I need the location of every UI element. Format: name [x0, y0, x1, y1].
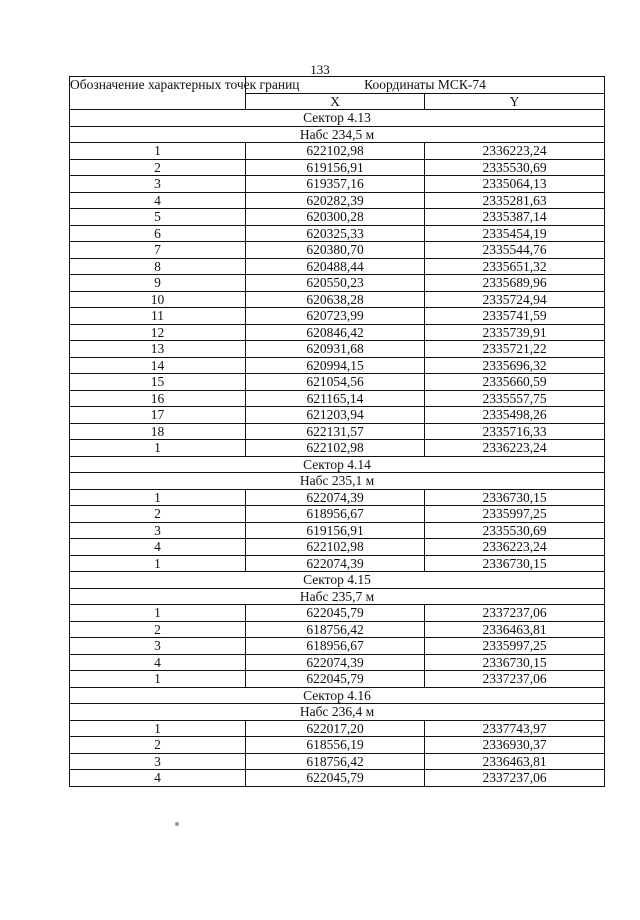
table-row — [70, 671, 605, 688]
y-coordinate-cell: 2335997,25 — [425, 506, 605, 523]
table-row — [70, 209, 605, 226]
y-coordinate-cell: 2335660,59 — [425, 374, 605, 391]
table-row — [70, 357, 605, 374]
coordinates-table — [69, 76, 605, 787]
sector-height-row — [70, 704, 605, 721]
point-cell: 1 — [70, 605, 246, 622]
table-row — [70, 753, 605, 770]
table-row — [70, 275, 605, 292]
x-coordinate-cell: 620994,15 — [246, 357, 425, 374]
y-coordinate-cell: 2335741,59 — [425, 308, 605, 325]
y-coordinate-cell: 2336930,37 — [425, 737, 605, 754]
y-coordinate-cell: 2335696,32 — [425, 357, 605, 374]
y-coordinate-cell: 2335530,69 — [425, 522, 605, 539]
y-coordinate-cell: 2336223,24 — [425, 143, 605, 160]
x-coordinate-cell: 620300,28 — [246, 209, 425, 226]
x-coordinate-cell: 622045,79 — [246, 605, 425, 622]
table-row — [70, 159, 605, 176]
coordinates-system-header: Координаты МСК-74 — [246, 77, 605, 94]
point-cell: 13 — [70, 341, 246, 358]
y-coordinate-cell: 2335387,14 — [425, 209, 605, 226]
y-coordinate-cell: 2336223,24 — [425, 539, 605, 556]
x-coordinate-cell: 622102,98 — [246, 539, 425, 556]
x-coordinate-cell: 620380,70 — [246, 242, 425, 259]
point-cell: 4 — [70, 654, 246, 671]
point-cell: 15 — [70, 374, 246, 391]
x-coordinate-cell: 620638,28 — [246, 291, 425, 308]
y-coordinate-cell: 2335997,25 — [425, 638, 605, 655]
x-coordinate-cell: 618956,67 — [246, 506, 425, 523]
point-cell: 8 — [70, 258, 246, 275]
x-coordinate-cell: 622074,39 — [246, 555, 425, 572]
x-coordinate-cell: 620723,99 — [246, 308, 425, 325]
x-coordinate-cell: 619156,91 — [246, 159, 425, 176]
x-coordinate-cell: 619357,16 — [246, 176, 425, 193]
x-coordinate-cell: 620931,68 — [246, 341, 425, 358]
y-coordinate-cell: 2337237,06 — [425, 605, 605, 622]
table-row — [70, 654, 605, 671]
sector-height: Набс 235,1 м — [70, 473, 605, 490]
x-coordinate-cell: 622102,98 — [246, 143, 425, 160]
point-cell: 1 — [70, 440, 246, 457]
table-row — [70, 638, 605, 655]
y-coordinate-cell: 2336463,81 — [425, 621, 605, 638]
table-row — [70, 489, 605, 506]
point-cell: 14 — [70, 357, 246, 374]
x-coordinate-cell: 618956,67 — [246, 638, 425, 655]
x-coordinate-cell: 622045,79 — [246, 671, 425, 688]
y-coordinate-cell: 2335557,75 — [425, 390, 605, 407]
sector-title: Сектор 4.14 — [70, 456, 605, 473]
table-row — [70, 341, 605, 358]
point-cell: 6 — [70, 225, 246, 242]
sector-title: Сектор 4.15 — [70, 572, 605, 589]
sector-title-row — [70, 456, 605, 473]
y-coordinate-cell: 2335716,33 — [425, 423, 605, 440]
table-row — [70, 440, 605, 457]
x-coordinate-cell: 622017,20 — [246, 720, 425, 737]
sector-title: Сектор 4.16 — [70, 687, 605, 704]
point-cell: 7 — [70, 242, 246, 259]
sector-height: Набс 236,4 м — [70, 704, 605, 721]
page-number: 133 — [310, 62, 330, 77]
y-coordinate-cell: 2335498,26 — [425, 407, 605, 424]
point-cell: 2 — [70, 621, 246, 638]
y-coordinate-cell: 2337237,06 — [425, 770, 605, 787]
y-column-header: Y — [425, 93, 605, 110]
x-coordinate-cell: 620550,23 — [246, 275, 425, 292]
y-coordinate-cell: 2335739,91 — [425, 324, 605, 341]
table-row — [70, 225, 605, 242]
x-coordinate-cell: 620488,44 — [246, 258, 425, 275]
scan-speck — [175, 822, 179, 826]
x-coordinate-cell: 618556,19 — [246, 737, 425, 754]
table-row — [70, 423, 605, 440]
x-coordinate-cell: 622074,39 — [246, 489, 425, 506]
table-row — [70, 242, 605, 259]
y-coordinate-cell: 2337743,97 — [425, 720, 605, 737]
x-coordinate-cell: 620325,33 — [246, 225, 425, 242]
y-coordinate-cell: 2335721,22 — [425, 341, 605, 358]
point-cell: 3 — [70, 522, 246, 539]
table-row — [70, 308, 605, 325]
point-cell: 1 — [70, 671, 246, 688]
table-row — [70, 522, 605, 539]
point-cell: 1 — [70, 555, 246, 572]
table-row — [70, 390, 605, 407]
table-row — [70, 291, 605, 308]
sector-height: Набс 235,7 м — [70, 588, 605, 605]
point-cell: 3 — [70, 753, 246, 770]
x-column-header: X — [246, 93, 425, 110]
table-row — [70, 258, 605, 275]
point-cell: 4 — [70, 192, 246, 209]
table-row — [70, 176, 605, 193]
table-row — [70, 555, 605, 572]
y-coordinate-cell: 2335281,63 — [425, 192, 605, 209]
y-coordinate-cell: 2335651,32 — [425, 258, 605, 275]
point-cell: 16 — [70, 390, 246, 407]
y-coordinate-cell: 2335064,13 — [425, 176, 605, 193]
y-coordinate-cell: 2336730,15 — [425, 489, 605, 506]
x-coordinate-cell: 622074,39 — [246, 654, 425, 671]
table-row — [70, 720, 605, 737]
y-coordinate-cell: 2335544,76 — [425, 242, 605, 259]
table-body — [70, 110, 605, 787]
sector-height-row — [70, 126, 605, 143]
y-coordinate-cell: 2336463,81 — [425, 753, 605, 770]
table-header-row — [70, 77, 605, 94]
x-coordinate-cell: 621203,94 — [246, 407, 425, 424]
point-cell: 11 — [70, 308, 246, 325]
y-coordinate-cell: 2336730,15 — [425, 555, 605, 572]
sector-title-row — [70, 572, 605, 589]
point-cell: 10 — [70, 291, 246, 308]
point-cell: 9 — [70, 275, 246, 292]
y-coordinate-cell: 2337237,06 — [425, 671, 605, 688]
table-row — [70, 192, 605, 209]
x-coordinate-cell: 621165,14 — [246, 390, 425, 407]
sector-title: Сектор 4.13 — [70, 110, 605, 127]
point-cell: 4 — [70, 770, 246, 787]
x-coordinate-cell: 620846,42 — [246, 324, 425, 341]
x-coordinate-cell: 618756,42 — [246, 621, 425, 638]
point-cell: 18 — [70, 423, 246, 440]
sector-title-row — [70, 110, 605, 127]
sector-title-row — [70, 687, 605, 704]
x-coordinate-cell: 620282,39 — [246, 192, 425, 209]
y-coordinate-cell: 2335454,19 — [425, 225, 605, 242]
point-cell: 1 — [70, 143, 246, 160]
x-coordinate-cell: 622045,79 — [246, 770, 425, 787]
y-coordinate-cell: 2336730,15 — [425, 654, 605, 671]
x-coordinate-cell: 622131,57 — [246, 423, 425, 440]
sector-height-row — [70, 473, 605, 490]
point-cell: 3 — [70, 638, 246, 655]
sector-height-row — [70, 588, 605, 605]
table-row — [70, 374, 605, 391]
point-cell: 4 — [70, 539, 246, 556]
point-cell: 1 — [70, 720, 246, 737]
table-row — [70, 506, 605, 523]
point-cell: 3 — [70, 176, 246, 193]
y-coordinate-cell: 2335724,94 — [425, 291, 605, 308]
table-row — [70, 539, 605, 556]
y-coordinate-cell: 2336223,24 — [425, 440, 605, 457]
table-row — [70, 143, 605, 160]
table-row — [70, 324, 605, 341]
x-coordinate-cell: 619156,91 — [246, 522, 425, 539]
x-coordinate-cell: 622102,98 — [246, 440, 425, 457]
table-row — [70, 621, 605, 638]
y-coordinate-cell: 2335689,96 — [425, 275, 605, 292]
table-row — [70, 737, 605, 754]
point-cell: 12 — [70, 324, 246, 341]
sector-height: Набс 234,5 м — [70, 126, 605, 143]
table-row — [70, 407, 605, 424]
point-cell: 2 — [70, 159, 246, 176]
point-cell: 17 — [70, 407, 246, 424]
table-row — [70, 770, 605, 787]
table-row — [70, 605, 605, 622]
point-cell: 2 — [70, 506, 246, 523]
point-cell: 2 — [70, 737, 246, 754]
x-coordinate-cell: 618756,42 — [246, 753, 425, 770]
x-coordinate-cell: 621054,56 — [246, 374, 425, 391]
point-cell: 5 — [70, 209, 246, 226]
point-cell: 1 — [70, 489, 246, 506]
point-column-header: Обозначение характерных точек границ — [70, 77, 246, 110]
y-coordinate-cell: 2335530,69 — [425, 159, 605, 176]
